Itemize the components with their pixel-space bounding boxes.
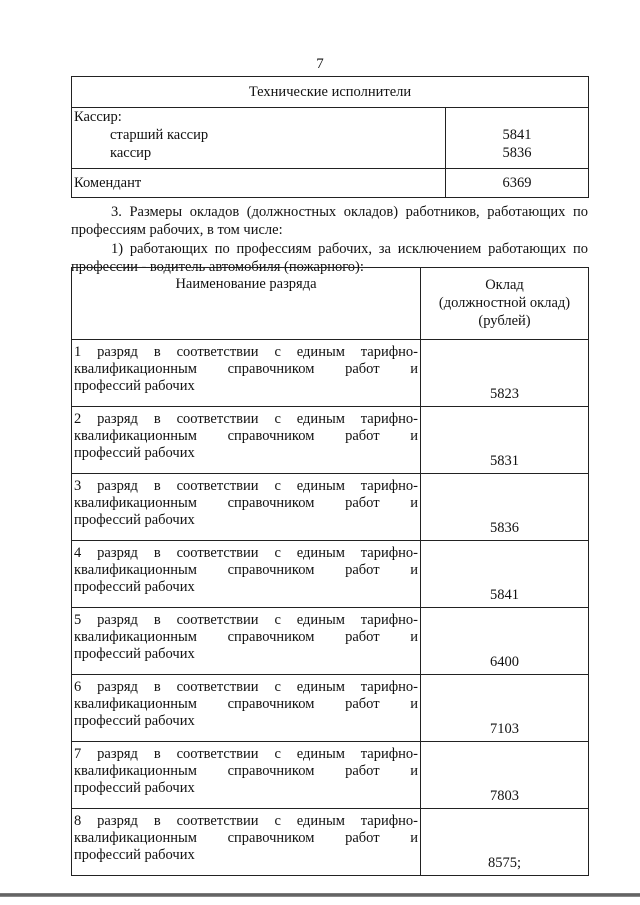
grade-text-line: квалификационным справочником работ и bbox=[74, 763, 418, 779]
grade-text-line: профессий рабочих bbox=[74, 713, 195, 729]
table-row bbox=[72, 407, 589, 474]
table-header: Технические исполнители bbox=[72, 77, 589, 108]
cashier-values-cell bbox=[446, 108, 589, 169]
grade-amount: 7103 bbox=[421, 675, 589, 742]
paragraph-3: 3. Размеры окладов (должностных окладов) работников, работающих по профессиям рабочих, в том числе: bbox=[71, 204, 588, 238]
table-row bbox=[72, 675, 589, 742]
grade-name-cell bbox=[72, 541, 421, 608]
grade-text-line: 1 разряд в соответствии с единым тарифно- bbox=[74, 344, 418, 360]
grade-name-cell bbox=[72, 407, 421, 474]
salary-header-line: Оклад bbox=[485, 277, 524, 293]
grade-amount: 7803 bbox=[421, 742, 589, 809]
grade-text-line: 6 разряд в соответствии с единым тарифно- bbox=[74, 679, 418, 695]
grade-amount: 5831 bbox=[421, 407, 589, 474]
senior-cashier-label: старший кассир bbox=[110, 127, 209, 143]
grade-text-line: квалификационным справочником работ и bbox=[74, 629, 418, 645]
grade-amount: 5836 bbox=[421, 474, 589, 541]
grade-text-line: профессий рабочих bbox=[74, 445, 195, 461]
grade-text-line: профессий рабочих bbox=[74, 646, 195, 662]
table-row bbox=[72, 742, 589, 809]
table-row bbox=[72, 108, 589, 169]
table-row bbox=[72, 340, 589, 407]
salary-header-line: (рублей) bbox=[478, 313, 531, 329]
grade-name-cell bbox=[72, 742, 421, 809]
grade-text-line: 4 разряд в соответствии с единым тарифно- bbox=[74, 545, 418, 561]
grade-text-line: квалификационным справочником работ и bbox=[74, 562, 418, 578]
grade-text-line: квалификационным справочником работ и bbox=[74, 696, 418, 712]
salary-header-line: (должностной оклад) bbox=[438, 295, 571, 311]
cashier-label: кассир bbox=[110, 145, 152, 161]
technical-staff-table bbox=[71, 76, 589, 198]
cashier-value: 5836 bbox=[502, 145, 532, 161]
senior-cashier-value: 5841 bbox=[502, 127, 532, 143]
worker-grades-table bbox=[71, 267, 589, 876]
grade-text-line: квалификационным справочником работ и bbox=[74, 830, 418, 846]
cashier-names-cell bbox=[72, 108, 446, 169]
grade-name-cell bbox=[72, 474, 421, 541]
grade-name-cell bbox=[72, 675, 421, 742]
grade-text-line: профессий рабочих bbox=[74, 378, 195, 394]
grade-amount: 5841 bbox=[421, 541, 589, 608]
table-row bbox=[72, 541, 589, 608]
table-row bbox=[72, 809, 589, 876]
grade-name-cell bbox=[72, 809, 421, 876]
paragraph-3-1: 1) работающих по профессиям рабочих, за исключением работающих по профессии - водитель автомобиля (пожарного): bbox=[71, 241, 588, 275]
grade-text-line: 3 разряд в соответствии с единым тарифно- bbox=[74, 478, 418, 494]
grade-text-line: профессий рабочих bbox=[74, 780, 195, 796]
grade-text-line: квалификационным справочником работ и bbox=[74, 428, 418, 444]
table-row bbox=[72, 608, 589, 675]
page-number: 7 bbox=[316, 56, 324, 72]
grade-text-line: 8 разряд в соответствии с единым тарифно- bbox=[74, 813, 418, 829]
grade-text-line: профессий рабочих bbox=[74, 579, 195, 595]
table-header-row bbox=[72, 268, 589, 340]
grade-text-line: квалификационным справочником работ и bbox=[74, 361, 418, 377]
scan-edge-divider bbox=[0, 893, 640, 897]
grade-amount: 8575; bbox=[421, 809, 589, 876]
grade-amount: 5823 bbox=[421, 340, 589, 407]
grade-text-line: квалификационным справочником работ и bbox=[74, 495, 418, 511]
grade-name-cell bbox=[72, 340, 421, 407]
grade-amount: 6400 bbox=[421, 608, 589, 675]
salary-header bbox=[421, 268, 589, 340]
grade-text-line: профессий рабочих bbox=[74, 847, 195, 863]
commandant-label: Комендант bbox=[72, 169, 446, 198]
grade-name-header: Наименование разряда bbox=[72, 268, 421, 340]
table-header-row bbox=[72, 77, 589, 108]
grade-text-line: 7 разряд в соответствии с единым тарифно- bbox=[74, 746, 418, 762]
table-row bbox=[72, 474, 589, 541]
cashier-group-label: Кассир: bbox=[74, 109, 122, 125]
grade-text-line: профессий рабочих bbox=[74, 512, 195, 528]
grade-name-cell bbox=[72, 608, 421, 675]
grade-text-line: 2 разряд в соответствии с единым тарифно- bbox=[74, 411, 418, 427]
grade-text-line: 5 разряд в соответствии с единым тарифно- bbox=[74, 612, 418, 628]
commandant-value: 6369 bbox=[446, 169, 589, 198]
table-row bbox=[72, 169, 589, 198]
